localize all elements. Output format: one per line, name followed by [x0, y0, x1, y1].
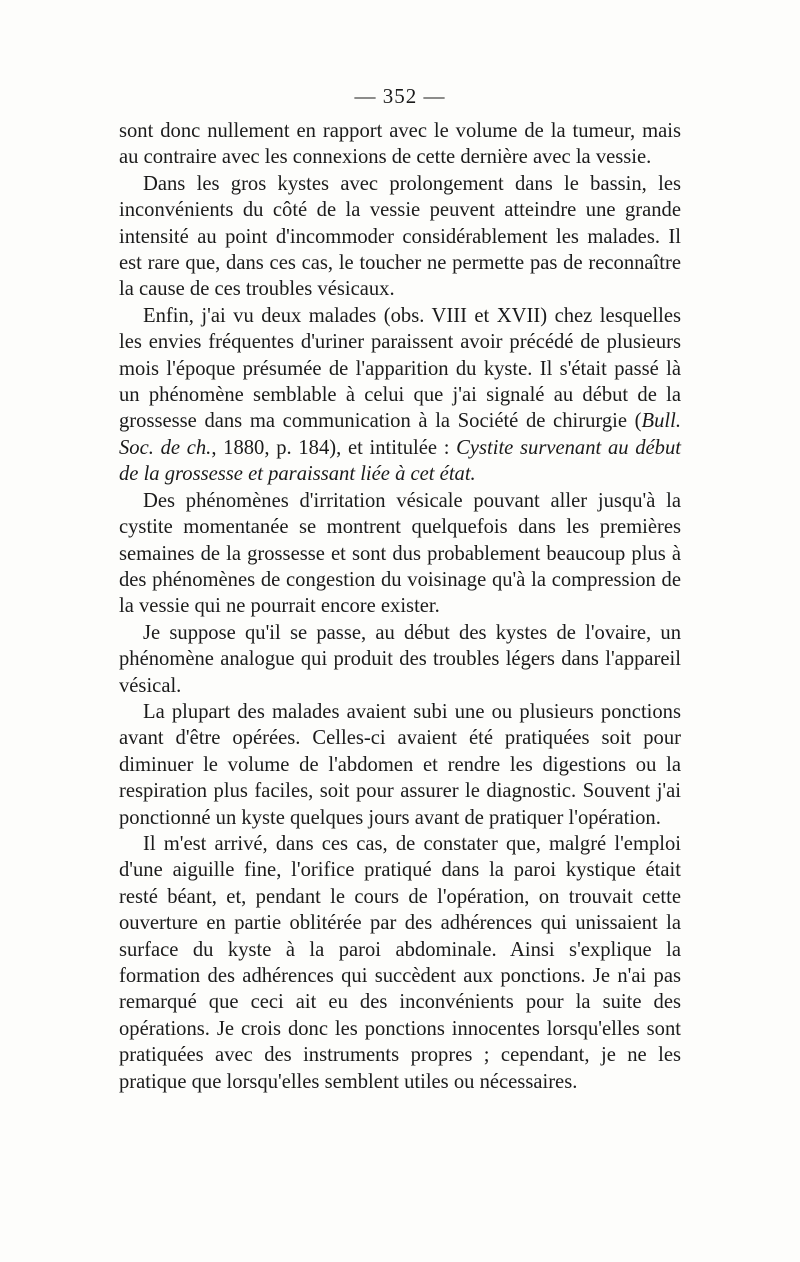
- body-text: [119, 118, 681, 1095]
- text-segment: , 1880, p. 184), et intitulée :: [211, 436, 457, 459]
- paragraph-p2: [119, 171, 681, 303]
- text-segment: Je suppose qu'il se passe, au début des kystes de l'ovaire, un phénomène analogue qui produit des troubles légers dans l'appareil vésical.: [119, 621, 681, 697]
- text-segment: Des phénomènes d'irritation vésicale pouvant aller jusqu'à la cystite momentanée se montrent quelquefois dans les premières semaines de la grossesse et sont dus probablement beaucoup plus à des phénomènes de congestion du voisinage qu'à la compression de la vessie qui ne pourrait encore exister.: [119, 489, 681, 618]
- paragraph-p4: [119, 488, 681, 620]
- paragraph-p7: [119, 831, 681, 1095]
- text-segment: La plupart des malades avaient subi une ou plusieurs ponctions avant d'être opérées. Celles-ci avaient été pratiquées soit pour diminuer le volume de l'abdomen et rendre les digestions ou la respiration plus faciles, soit pour assurer le diagnostic. Souvent j'ai ponctionné un kyste quelques jours avant de pratiquer l'opération.: [119, 700, 681, 829]
- text-segment: sont donc nullement en rapport avec le volume de la tumeur, mais au contraire avec les connexions de cette dernière avec la vessie.: [119, 120, 681, 169]
- italic-text: Bull. Soc. de ch.: [119, 410, 681, 459]
- italic-text: Cystite survenant au début de la grossesse et paraissant liée à cet état.: [119, 436, 681, 486]
- page-number: — 352 —: [354, 84, 446, 108]
- text-segment: Dans les gros kystes avec prolongement dans le bassin, les inconvénients du côté de la vessie peuvent atteindre une grande intensité au point d'incommoder considérablement les malades. Il est rare que, dans ces cas, le toucher ne permette pas de reconnaître la cause de ces troubles vésicaux.: [119, 172, 681, 301]
- paragraph-p5: [119, 620, 681, 699]
- paragraph-p1: [119, 118, 681, 171]
- paragraph-p3: [119, 303, 681, 488]
- text-segment: Enfin, j'ai vu deux malades (obs. VIII et XVII) chez lesquelles les envies fréquentes d'uriner paraissent avoir précédé de plusieurs mois l'époque présumée de l'apparition du kyste. Il s'était passé là un phénomène semblable à celui que j'ai signalé au début de la grossesse dans ma communication à la Société de chirurgie (: [119, 304, 681, 433]
- text-segment: Il m'est arrivé, dans ces cas, de constater que, malgré l'emploi d'une aiguille fine, l'orifice pratiqué dans la paroi kystique était resté béant, et, pendant le cours de l'opération, on trouvait cette ouverture en partie oblitérée par des adhérences qui unissaient la surface du kyste à la paroi abdominale. Ainsi s'explique la formation des adhérences qui succèdent aux ponctions. Je n'ai pas remarqué que ceci ait eu des inconvénients pour la suite des opérations. Je crois donc les ponctions innocentes lorsqu'elles sont pratiquées avec des instruments propres ; cependant, je ne les pratique que lorsqu'elles semblent utiles ou nécessaires.: [119, 832, 681, 1093]
- paragraph-p6: [119, 699, 681, 831]
